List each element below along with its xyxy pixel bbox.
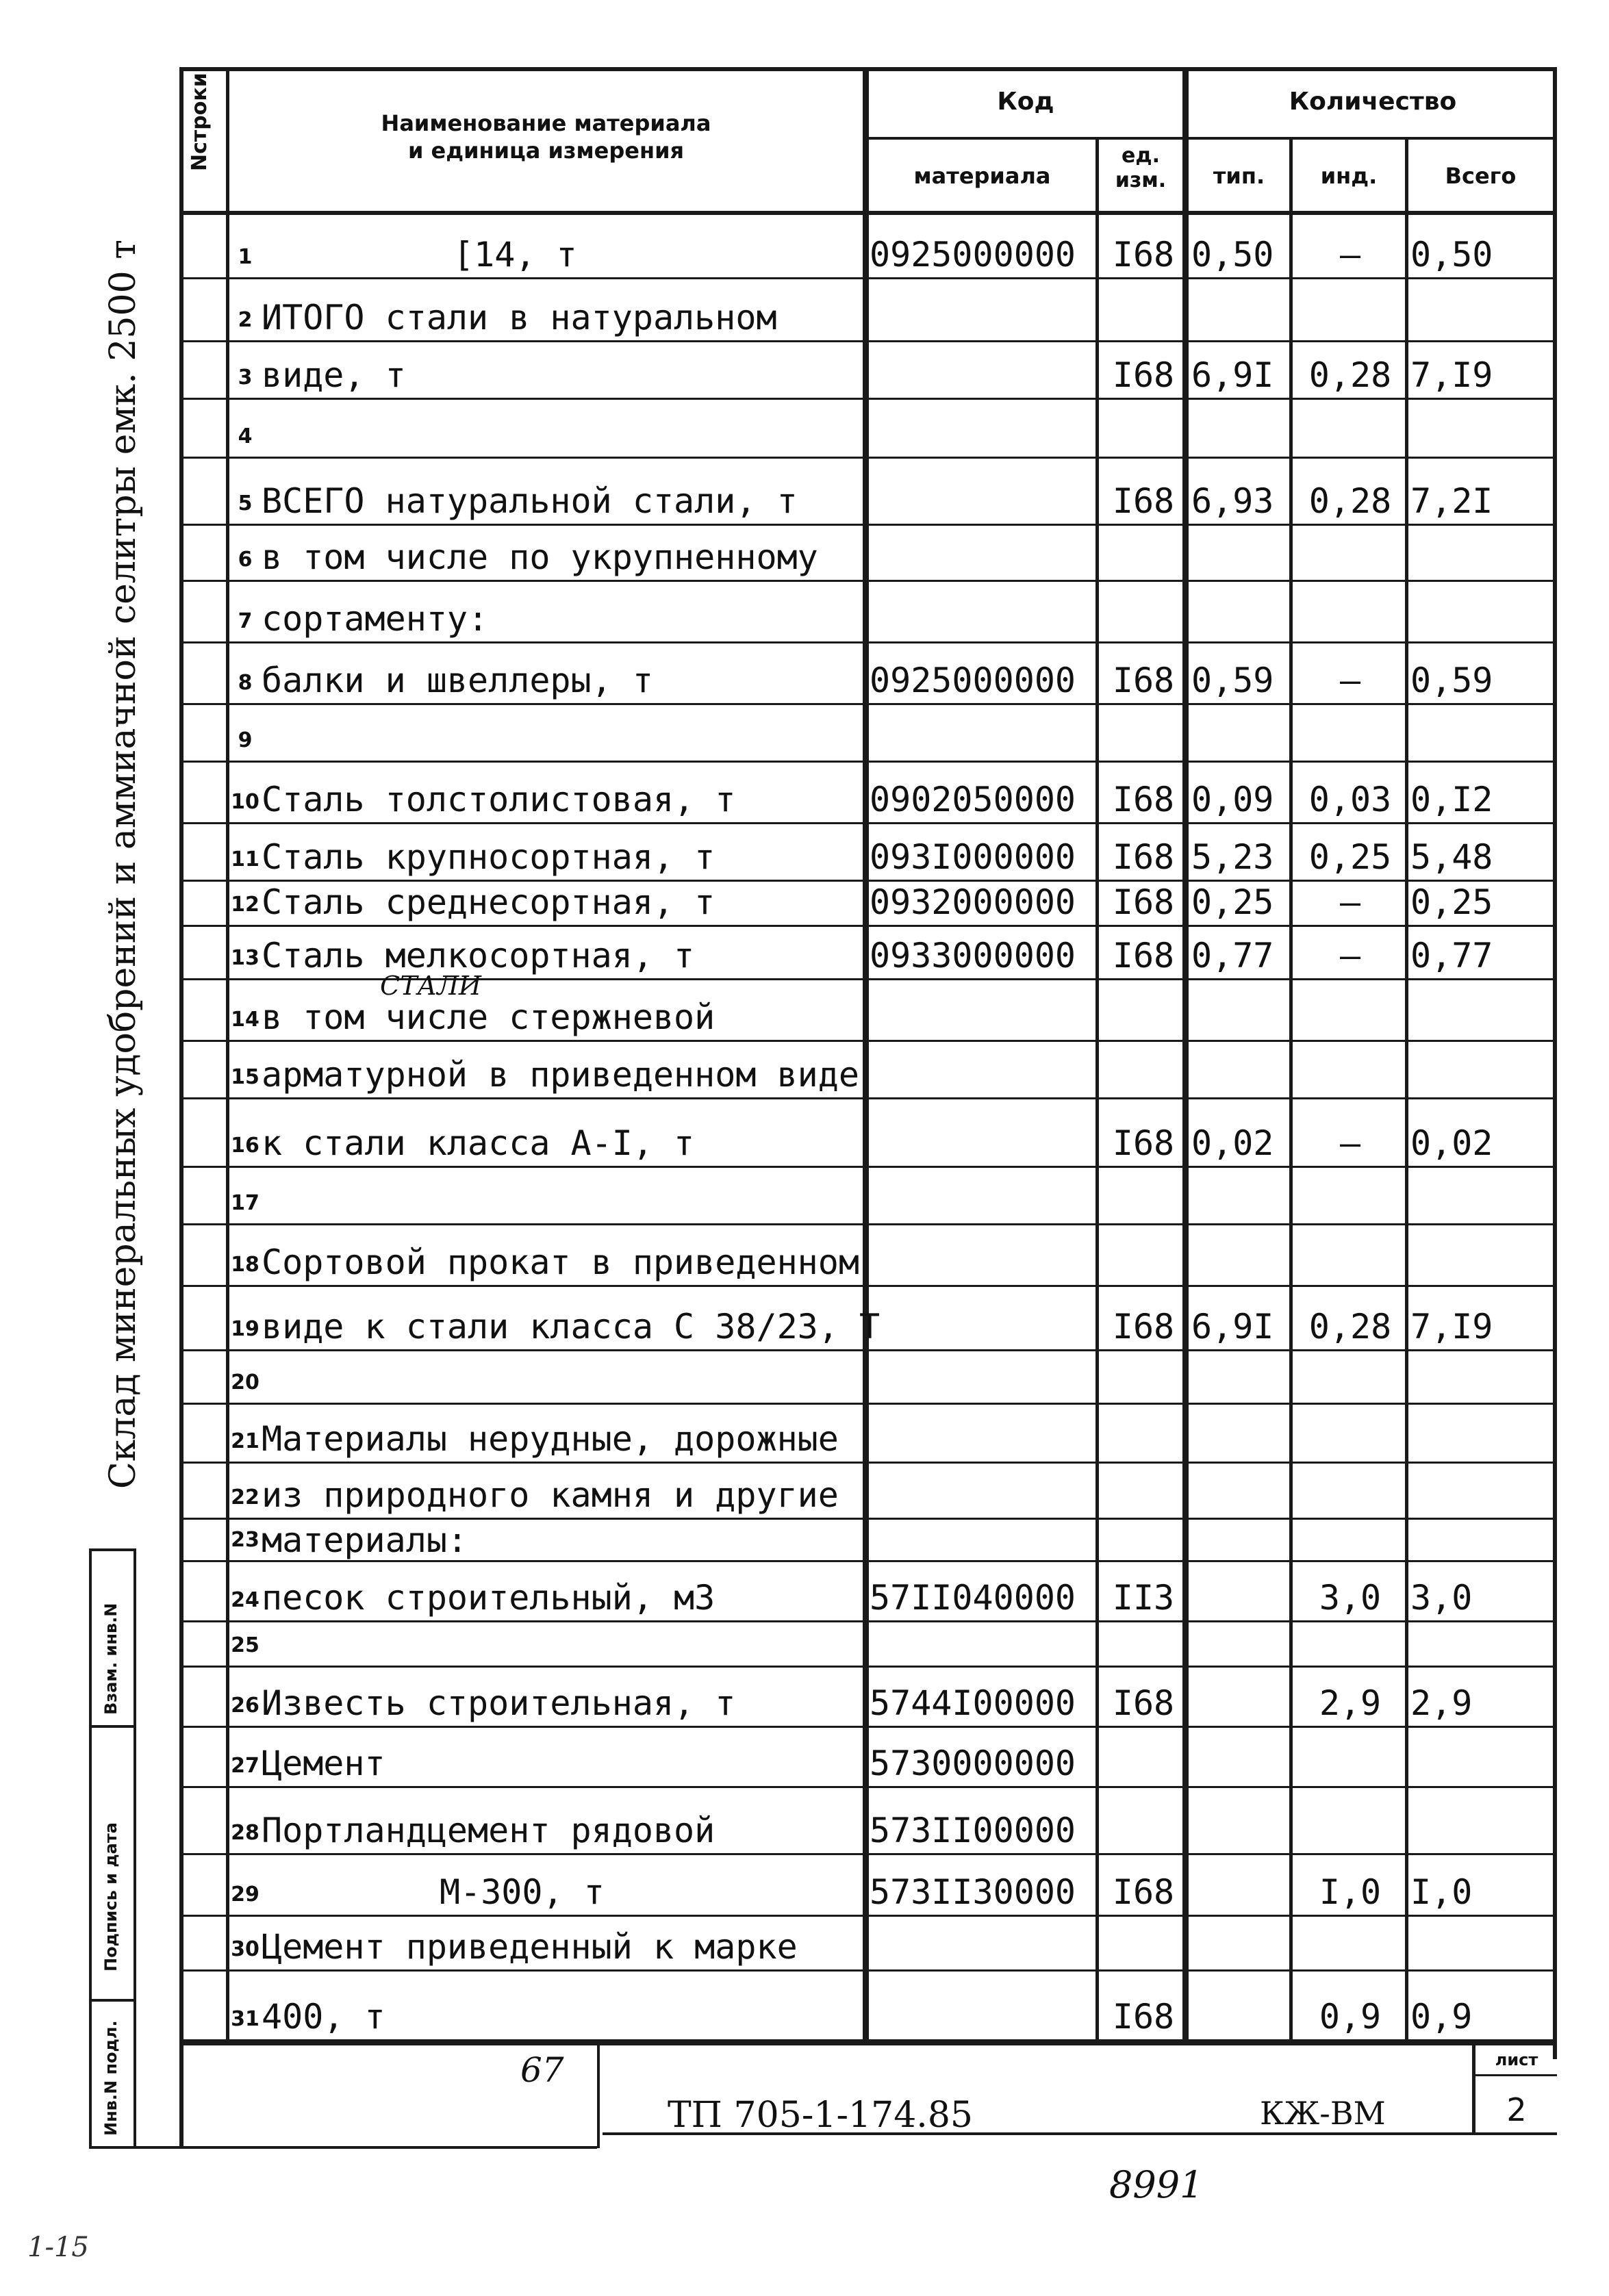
stamp-vzam-inv: Взам. инв.N (101, 1603, 121, 1715)
qty-individual: – (1339, 1123, 1361, 1163)
row-number: 14 (231, 1008, 259, 1032)
material-name: песок строительный, м3 (262, 1578, 715, 1618)
material-name: Портландцемент рядовой (262, 1811, 715, 1850)
table-row (179, 1855, 1557, 1917)
sheet-number: 2 (1506, 2091, 1527, 2128)
row-number: 27 (231, 1754, 259, 1778)
material-name: в том числе стержневой (262, 997, 715, 1037)
qty-total: 0,25 (1410, 882, 1493, 922)
unit-code: I68 (1112, 355, 1175, 395)
row-number: 26 (231, 1694, 259, 1718)
handwritten-page-number: 67 (520, 2050, 564, 2090)
stamp-top (89, 1548, 136, 1551)
header-name: Наименование материала и единица измерения (381, 110, 711, 164)
title-block-bottom-line-left (179, 2146, 597, 2149)
handwritten-annotation: СТАЛИ (380, 971, 482, 1001)
table-row (179, 400, 1557, 459)
qty-individual: 0,03 (1308, 780, 1392, 819)
qty-individual: – (1339, 882, 1361, 922)
row-number: 9 (238, 728, 253, 752)
material-code: 0902050000 (870, 780, 1076, 819)
row-number: 21 (231, 1429, 259, 1453)
side-project-title: Склад минеральных удобрений и аммиачной селитры емк. 2500 т (103, 240, 144, 1489)
table-row (179, 1042, 1557, 1099)
table-row (179, 1225, 1557, 1287)
material-name: [14, т (453, 235, 577, 275)
qty-total: 3,0 (1410, 1578, 1473, 1618)
row-number: 25 (231, 1633, 259, 1657)
material-code: 0925000000 (870, 661, 1076, 700)
qty-total: 7,I9 (1410, 355, 1493, 395)
row-number: 28 (231, 1821, 259, 1845)
table-row (179, 1788, 1557, 1855)
qty-typical: 0,25 (1191, 882, 1274, 922)
row-number: 30 (231, 1937, 259, 1961)
table-row (179, 1668, 1557, 1728)
stamp-div-1 (89, 1725, 136, 1728)
material-name: Сталь мелкосортная, т (262, 936, 695, 975)
qty-total: 2,9 (1410, 1683, 1473, 1723)
material-name: из природного камня и другие (262, 1475, 839, 1515)
material-code: 573II00000 (870, 1811, 1076, 1850)
qty-typical: 0,59 (1191, 661, 1274, 700)
unit-code: I68 (1112, 936, 1175, 975)
unit-code: II3 (1112, 1578, 1175, 1618)
table-row (179, 763, 1557, 824)
row-number: 16 (231, 1134, 259, 1158)
table-row (179, 215, 1557, 279)
qty-total: 0,I2 (1410, 780, 1493, 819)
material-code: 573II30000 (870, 1872, 1076, 1912)
material-name: Цемент (262, 1744, 385, 1783)
table-row (179, 1464, 1557, 1520)
table-row (179, 526, 1557, 582)
stamp-outer-left (89, 1548, 92, 2148)
header-code-unit: ед. изм. (1115, 144, 1167, 192)
row-number: 4 (238, 424, 253, 448)
qty-individual: 2,9 (1319, 1683, 1382, 1723)
row-number: 23 (231, 1528, 259, 1552)
stamp-bottom (89, 2146, 182, 2149)
material-code: 0932000000 (870, 882, 1076, 922)
row-separator (179, 2039, 1557, 2041)
table-row (179, 1622, 1557, 1668)
material-code: 57II040000 (870, 1578, 1076, 1618)
header-code-group: Код (997, 88, 1054, 116)
qty-individual: – (1339, 235, 1361, 275)
material-name: ВСЕГО натуральной стали, т (262, 481, 798, 521)
unit-code: I68 (1112, 1307, 1175, 1347)
table-row (179, 1351, 1557, 1405)
qty-individual: 0,25 (1308, 837, 1392, 877)
corner-note: 1-15 (27, 2232, 89, 2263)
material-code: 5744I00000 (870, 1683, 1076, 1723)
material-name: Сталь толстолистовая, т (262, 780, 736, 819)
material-name: 400, т (262, 1997, 385, 2037)
material-name: виде, т (262, 355, 406, 395)
table-row (179, 1917, 1557, 1972)
qty-individual: 0,28 (1308, 481, 1392, 521)
row-number: 18 (231, 1253, 259, 1277)
table-row (179, 1972, 1557, 2041)
header-qty-ind: инд. (1320, 163, 1378, 189)
unit-code: I68 (1112, 882, 1175, 922)
material-name: Материалы нерудные, дорожные (262, 1419, 839, 1459)
row-number: 12 (231, 893, 259, 917)
row-number: 10 (231, 790, 259, 814)
title-block-divider-2 (1472, 2045, 1475, 2132)
qty-total: 0,50 (1410, 235, 1493, 275)
qty-typical: 0,02 (1191, 1123, 1274, 1163)
material-code: 093I000000 (870, 837, 1076, 877)
qty-individual: – (1339, 661, 1361, 700)
qty-total: 7,I9 (1410, 1307, 1493, 1347)
material-name: Сталь среднесортная, т (262, 882, 715, 922)
qty-total: 5,48 (1410, 837, 1493, 877)
material-code: 0925000000 (870, 235, 1076, 275)
table-row (179, 1287, 1557, 1351)
qty-individual: 0,28 (1308, 355, 1392, 395)
table-row (179, 1728, 1557, 1788)
row-number: 2 (238, 308, 253, 332)
row-number: 3 (238, 366, 253, 390)
stamp-signature-date: Подпись и дата (101, 1822, 121, 1972)
table-row (179, 643, 1557, 705)
unit-code: I68 (1112, 1123, 1175, 1163)
title-block-divider-1 (597, 2045, 600, 2148)
unit-code: I68 (1112, 235, 1175, 275)
row-number: 11 (231, 847, 259, 871)
row-number: 15 (231, 1065, 259, 1089)
header-qty-group: Количество (1289, 88, 1457, 116)
unit-code: I68 (1112, 837, 1175, 877)
unit-code: I68 (1112, 1683, 1175, 1723)
row-number: 31 (231, 2007, 259, 2031)
unit-code: I68 (1112, 1872, 1175, 1912)
sheet-label-line (1472, 2074, 1557, 2076)
row-number: 7 (238, 609, 253, 633)
material-code: 5730000000 (870, 1744, 1076, 1783)
material-name: Сортовой прокат в приведенном (262, 1242, 859, 1282)
table-row (179, 1520, 1557, 1562)
table-row (179, 824, 1557, 882)
material-name: арматурной в приведенном виде (262, 1055, 859, 1095)
qty-typical: 5,23 (1191, 837, 1274, 877)
qty-typical: 0,09 (1191, 780, 1274, 819)
qty-total: 0,59 (1410, 661, 1493, 700)
stamp-div-2 (89, 1999, 136, 2002)
sheet-label: лист (1495, 2050, 1538, 2069)
material-name: Известь строительная, т (262, 1683, 736, 1723)
qty-individual: 0,28 (1308, 1307, 1392, 1347)
table-row (179, 1405, 1557, 1464)
unit-code: I68 (1112, 661, 1175, 700)
table-row (179, 582, 1557, 643)
unit-code: I68 (1112, 780, 1175, 819)
row-number: 1 (238, 245, 253, 269)
qty-total: 0,77 (1410, 936, 1493, 975)
row-number: 5 (238, 492, 253, 515)
header-mid-line (863, 137, 1557, 140)
table-row (179, 1562, 1557, 1622)
document-mark: КЖ-ВМ (1260, 2095, 1386, 2132)
header-qty-typ: тип. (1213, 163, 1265, 189)
unit-code: I68 (1112, 1997, 1175, 2037)
qty-typical: 0,77 (1191, 936, 1274, 975)
table-row (179, 1099, 1557, 1168)
row-number: 29 (231, 1883, 259, 1906)
qty-individual: I,0 (1319, 1872, 1382, 1912)
header-code-material: материала (913, 163, 1051, 189)
material-code: 0933000000 (870, 936, 1076, 975)
row-number: 20 (231, 1370, 259, 1394)
material-name: материалы: (262, 1520, 468, 1560)
handwritten-archive-number: 8991 (1109, 2163, 1204, 2206)
qty-typical: 0,50 (1191, 235, 1274, 275)
material-name: Цемент приведенный к марке (262, 1927, 798, 1967)
row-number: 22 (231, 1485, 259, 1509)
qty-individual: 0,9 (1319, 1997, 1382, 2037)
qty-total: 0,02 (1410, 1123, 1493, 1163)
stamp-inner-line (134, 1548, 136, 2148)
row-number: 13 (231, 946, 259, 970)
table-row (179, 279, 1557, 342)
material-name: Сталь крупносортная, т (262, 837, 715, 877)
material-name: М-300, т (440, 1872, 605, 1912)
table-row (179, 459, 1557, 526)
qty-typical: 6,9I (1191, 1307, 1274, 1347)
unit-code: I68 (1112, 481, 1175, 521)
material-name: в том числе по укрупненному (262, 537, 818, 577)
qty-total: 0,9 (1410, 1997, 1473, 2037)
qty-total: I,0 (1410, 1872, 1473, 1912)
material-name: ИТОГО стали в натуральном (262, 298, 777, 337)
qty-total: 7,2I (1410, 481, 1493, 521)
project-code: ТП 705-1-174.85 (668, 2095, 973, 2136)
table-row (179, 342, 1557, 400)
stamp-inv-podl: Инв.N подл. (101, 2020, 121, 2136)
header-row-number: Nстроки (188, 73, 212, 171)
row-number: 17 (231, 1191, 259, 1215)
row-number: 24 (231, 1588, 259, 1612)
material-name: виде к стали класса С 38/23, Т (262, 1307, 880, 1347)
table-row (179, 705, 1557, 763)
qty-individual: – (1339, 936, 1361, 975)
table-row (179, 1168, 1557, 1225)
row-number: 19 (231, 1317, 259, 1341)
header-qty-total: Всего (1445, 163, 1517, 189)
material-name: сортаменту: (262, 599, 489, 639)
row-number: 6 (238, 548, 253, 572)
qty-individual: 3,0 (1319, 1578, 1382, 1618)
row-number: 8 (238, 671, 253, 695)
material-name: к стали класса А-I, т (262, 1123, 695, 1163)
material-name: балки и швеллеры, т (262, 661, 653, 700)
qty-typical: 6,93 (1191, 481, 1274, 521)
table-row (179, 882, 1557, 927)
qty-typical: 6,9I (1191, 355, 1274, 395)
